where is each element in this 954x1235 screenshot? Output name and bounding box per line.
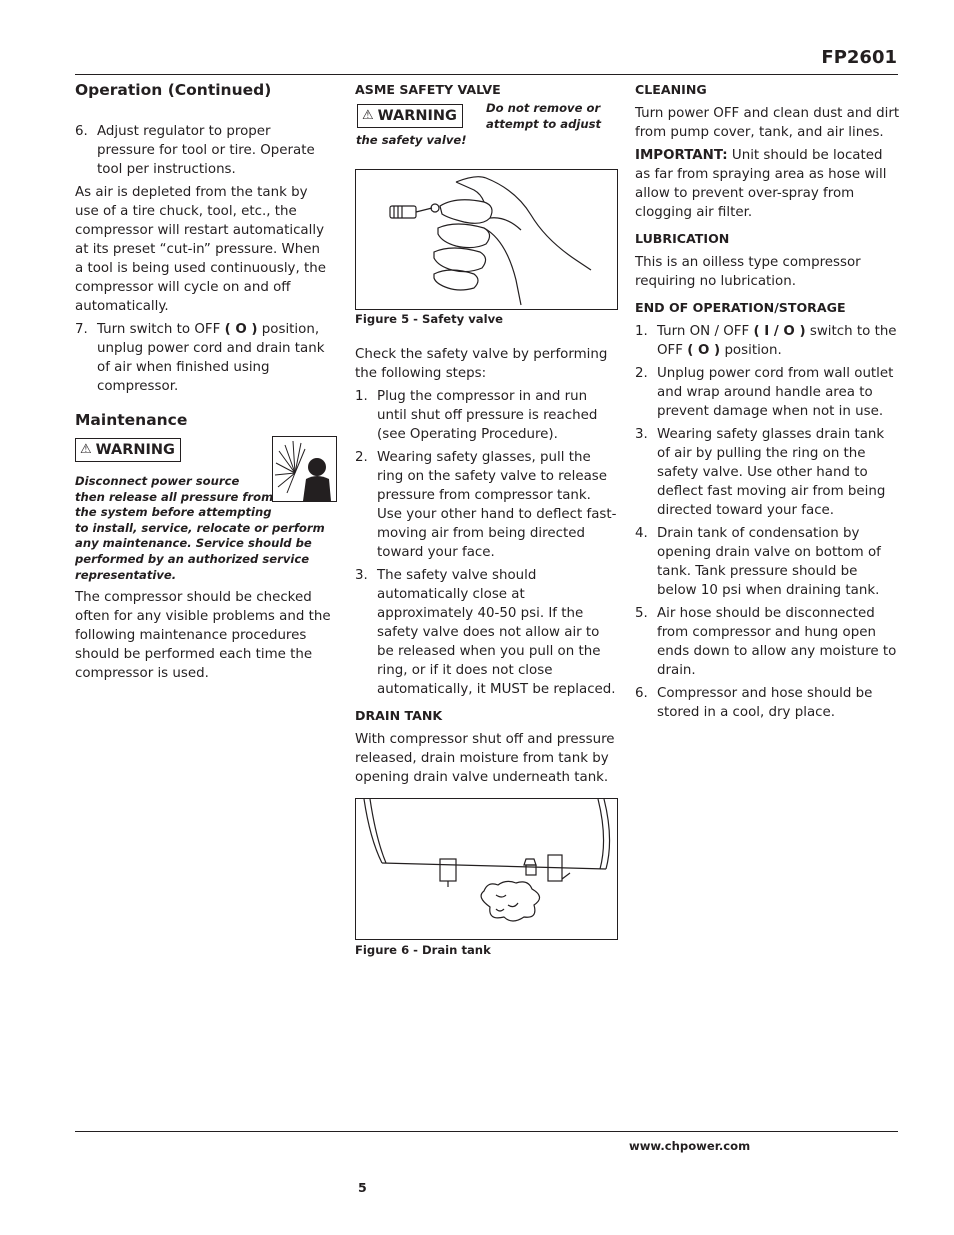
drain-tank-heading: DRAIN TANK [355, 708, 443, 723]
step-text: Air hose should be disconnected from compressor and hung open ends down to allow any moisture to drain. [657, 606, 897, 678]
asme-heading: ASME SAFETY VALVE [355, 82, 501, 97]
step-number: 7. [75, 322, 88, 337]
cleaning-heading: CLEANING [635, 82, 707, 97]
step-number: 3. [355, 568, 368, 583]
important-paragraph [635, 146, 901, 222]
warning-triangle-icon: ⚠ [80, 442, 92, 457]
list-item [635, 604, 901, 680]
important-label: IMPORTANT: [635, 148, 728, 163]
step-number: 5. [635, 606, 648, 621]
warning-line: then release all pressure from [75, 489, 274, 504]
maintenance-heading: Maintenance [75, 411, 188, 429]
step-text: Unplug power cord from wall outlet and wrap around handle area to prevent damage when not in use. [657, 366, 894, 419]
drain-tank-text: With compressor shut off and pressure released, drain moisture from tank by opening drain valve underneath tank. [355, 732, 615, 785]
step-text: Drain tank of condensation by opening drain valve on bottom of tank. Tank pressure should be below 10 psi when draining tank. [657, 526, 881, 598]
safety-valve-illustration [356, 170, 617, 309]
step-number: 6. [635, 686, 648, 701]
model-number: FP2601 [821, 47, 897, 68]
warning-line: the safety valve! [356, 133, 467, 147]
list-item [635, 425, 901, 520]
list-item [75, 122, 331, 179]
figure-safety-valve [355, 169, 618, 310]
warning-line: Disconnect power source [75, 474, 240, 488]
step-number: 1. [635, 324, 648, 339]
lubrication-text: This is an oilless type compressor requiring no lubrication. [635, 255, 861, 289]
operation-steps [75, 122, 331, 179]
list-item [355, 448, 619, 562]
check-steps [355, 387, 619, 699]
step-text: Wearing safety glasses drain tank of air by pulling the ring on the safety valve. Use other hand to deflect fast moving air from being directed toward your face. [657, 427, 886, 518]
list-item [355, 387, 619, 444]
step-text: Compressor and hose should be stored in a cool, dry place. [657, 686, 873, 720]
safety-valve-warning [355, 101, 619, 158]
step-text-mid: switch to the OFF [657, 324, 897, 358]
auto-restart-paragraph: As air is depleted from the tank by use of a tire chuck, tool, etc., the compressor will restart automatically at its preset “cut-in” pressure. When a tool is being used continuously, the compressor will cycle on and off automatically. [75, 185, 326, 314]
list-item [635, 364, 901, 421]
storage-steps [635, 322, 901, 722]
cleaning-text: Turn power OFF and clean dust and dirt from pump cover, tank, and air lines. [635, 106, 900, 140]
warning-triangle-icon: ⚠ [362, 108, 374, 123]
storage-heading: END OF OPERATION/STORAGE [635, 300, 846, 315]
figure-drain-tank [355, 798, 618, 940]
off-symbol: ( O ) [224, 322, 258, 337]
step-text: The safety valve should automatically close at approximately 40-50 psi. If the safety valve does not allow air to be released when you pull on the ring, or if it does not close automatically, it MUST be replaced. [377, 568, 616, 697]
warning-text [75, 474, 335, 583]
check-intro: Check the safety valve by performing the following steps: [355, 347, 608, 381]
drain-tank-illustration [356, 799, 617, 939]
lubrication-heading: LUBRICATION [635, 231, 730, 246]
important-text: Unit should be located as far from spraying area as hose will allow to prevent over-spray from clogging air filter. [635, 148, 887, 220]
column-left [75, 80, 331, 687]
step-text: Plug the compressor in and run until shut off pressure is reached (see Operating Procedure). [377, 389, 598, 442]
warning-label: WARNING [377, 108, 457, 124]
step-number: 4. [635, 526, 648, 541]
maintenance-paragraph: The compressor should be checked often for any visible problems and the following maintenance procedures should be performed each time the compressor is used. [75, 590, 331, 681]
step-number: 6. [75, 124, 88, 139]
step-text-post: position. [724, 343, 782, 358]
warning-badge [357, 104, 463, 128]
footer-rule [75, 1131, 898, 1132]
on-off-symbol: ( I / O ) [753, 324, 806, 339]
column-right [635, 81, 901, 726]
list-item [355, 566, 619, 699]
step-number: 2. [635, 366, 648, 381]
operation-steps-2 [75, 320, 331, 396]
list-item [635, 684, 901, 722]
figure6-caption: Figure 6 - Drain tank [355, 943, 491, 957]
header-rule [75, 74, 898, 75]
operation-heading: Operation (Continued) [75, 81, 272, 99]
warning-line: attempt to adjust [486, 117, 602, 131]
step-text: Adjust regulator to proper pressure for tool or tire. Operate tool per instructions. [97, 124, 315, 177]
list-item [635, 322, 901, 360]
warning-line: the system before attempting [75, 505, 272, 520]
step-text: Wearing safety glasses, pull the ring on the safety valve to release pressure from compressor tank. Use your other hand to deflect fast-moving air from being directed toward your face. [377, 450, 617, 560]
column-middle [355, 81, 619, 958]
maintenance-warning [75, 438, 331, 582]
step-text-pre: Turn ON / OFF [657, 324, 750, 339]
list-item [635, 524, 901, 600]
footer-url: www.chpower.com [629, 1139, 751, 1153]
step-number: 2. [355, 450, 368, 465]
step-number: 3. [635, 427, 648, 442]
warning-badge [75, 438, 181, 462]
step-text-post: position, unplug power cord and drain tank of air when finished using compressor. [97, 322, 325, 394]
off-symbol: ( O ) [687, 343, 721, 358]
warning-label: WARNING [95, 442, 175, 458]
figure5-caption: Figure 5 - Safety valve [355, 312, 504, 326]
step-number: 1. [355, 389, 368, 404]
page-number: 5 [358, 1180, 367, 1195]
warning-line: Do not remove or [486, 101, 601, 115]
warning-line: to install, service, relocate or perform any maintenance. Service should be performed by an authorized service representative. [75, 520, 325, 582]
list-item [75, 320, 331, 396]
step-text-pre: Turn switch to OFF [97, 322, 221, 337]
